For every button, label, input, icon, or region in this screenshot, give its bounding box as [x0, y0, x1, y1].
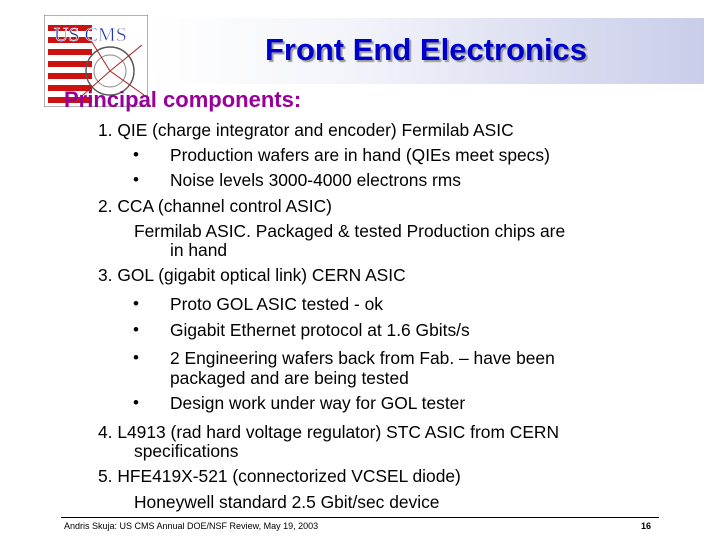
bullet-6: •	[133, 393, 139, 412]
item-1-bullet-2: Noise levels 3000-4000 electrons rms	[170, 170, 461, 190]
item-5-heading: 5. HFE419X-521 (connectorized VCSEL diode)	[98, 466, 461, 486]
bullet-1: •	[133, 145, 139, 164]
item-3-bullet-4: Design work under way for GOL tester	[170, 393, 466, 413]
item-3-bullet-1: Proto GOL ASIC tested - ok	[170, 294, 383, 314]
item-3-bullet-3: 2 Engineering wafers back from Fab. – have been	[170, 348, 555, 368]
item-2-detail-cont: in hand	[170, 240, 228, 260]
item-2-heading: 2. CCA (channel control ASIC)	[98, 196, 332, 216]
bullet-3: •	[133, 294, 139, 313]
item-3-heading: 3. GOL (gigabit optical link) CERN ASIC	[98, 265, 406, 285]
slide-subtitle: Principal components:	[64, 87, 302, 112]
item-2-detail: Fermilab ASIC. Packaged & tested Production chips are	[134, 221, 566, 241]
item-4-heading: 4. L4913 (rad hard voltage regulator) STC ASIC from CERN	[98, 422, 560, 442]
item-3-bullet-3-cont: packaged and are being tested	[170, 368, 409, 388]
item-3-bullet-2: Gigabit Ethernet protocol at 1.6 Gbits/s	[170, 320, 470, 340]
item-1-bullet-1: Production wafers are in hand (QIEs meet specs)	[170, 145, 550, 165]
item-5-detail: Honeywell standard 2.5 Gbit/sec device	[134, 492, 440, 512]
bullet-5: •	[133, 348, 139, 367]
slide-title: Front End Electronics	[264, 32, 588, 67]
footer-caption: Andris Skuja: US CMS Annual DOE/NSF Review, May 19, 2003	[64, 521, 319, 531]
page-number: 16	[641, 521, 652, 531]
title-bar	[148, 18, 704, 84]
footer-divider	[61, 517, 659, 518]
logo-text: US CMS	[54, 24, 127, 46]
bullet-4: •	[133, 320, 139, 339]
item-4-heading-cont: specifications	[134, 441, 239, 461]
item-1-heading: 1. QIE (charge integrator and encoder) Fermilab ASIC	[98, 120, 514, 140]
bullet-2: •	[133, 170, 139, 189]
